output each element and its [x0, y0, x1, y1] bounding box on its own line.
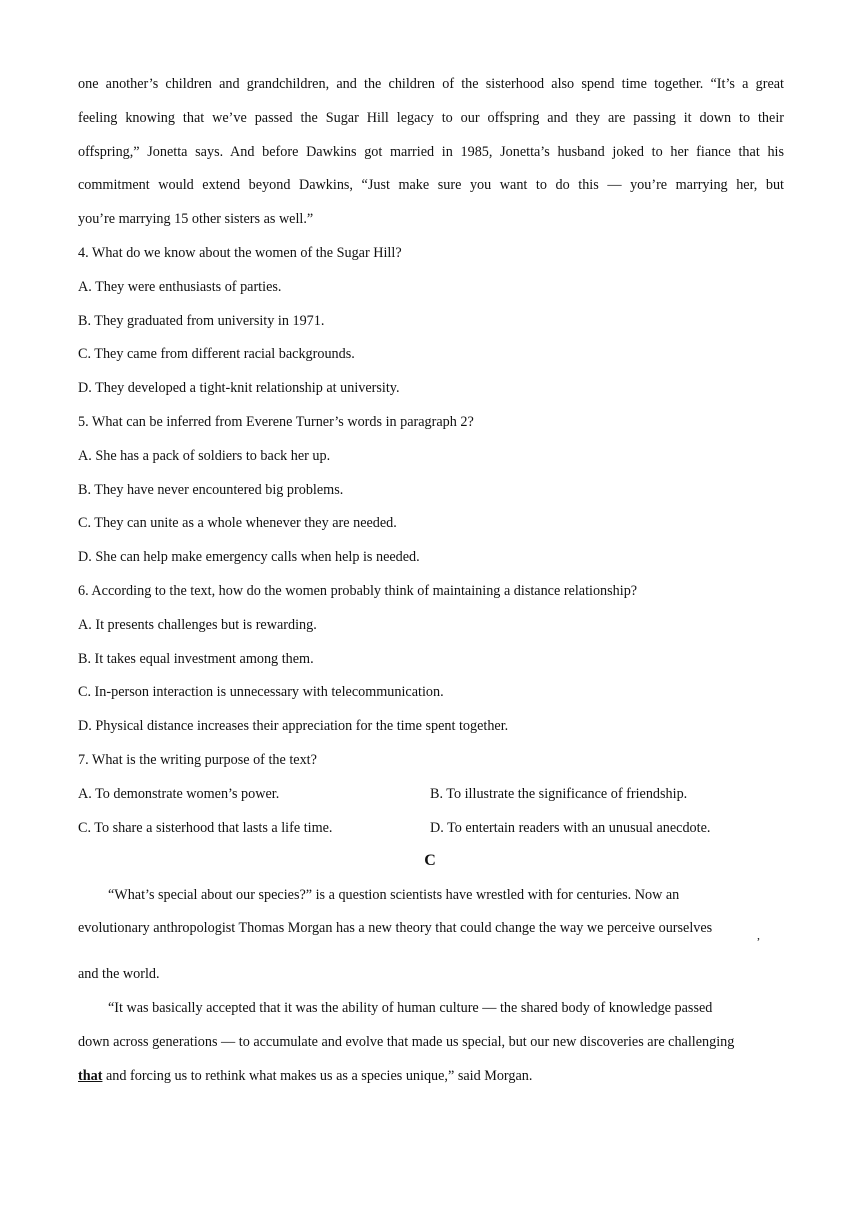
question-6-option-d: D. Physical distance increases their appreciation for the time spent together. — [78, 718, 509, 734]
question-7-option-d: D. To entertain readers with an unusual anecdote. — [430, 820, 711, 836]
stray-punctuation: , — [757, 928, 760, 942]
question-4-stem: 4. What do we know about the women of the Sugar Hill? — [78, 245, 402, 261]
question-5-option-a: A. She has a pack of soldiers to back her up. — [78, 448, 331, 464]
question-7-option-a: A. To demonstrate women’s power. — [78, 786, 280, 802]
question-5-option-d: D. She can help make emergency calls when help is needed. — [78, 549, 420, 565]
question-7-option-b: B. To illustrate the significance of friendship. — [430, 786, 688, 802]
section-c-text-line-with-keyword — [78, 1067, 532, 1085]
section-c-text-line: “What’s special about our species?” is a question scientists have wrestled with for centuries. Now an — [108, 887, 680, 903]
section-c-text-rest: and forcing us to rethink what makes us as a species unique,” said Morgan. — [102, 1068, 533, 1084]
passage-text-line: offspring,” Jonetta says. And before Dawkins got married in 1985, Jonetta’s husband joked to her fiance that his — [78, 144, 784, 160]
question-5-stem: 5. What can be inferred from Everene Turner’s words in paragraph 2? — [78, 414, 474, 430]
section-c-text-line: down across generations — to accumulate and evolve that made us special, but our new discoveries are challenging — [78, 1034, 735, 1050]
question-6-stem: 6. According to the text, how do the women probably think of maintaining a distance relationship? — [78, 583, 638, 599]
question-6-option-a: A. It presents challenges but is rewarding. — [78, 617, 317, 633]
section-c-text-line: and the world. — [78, 966, 160, 982]
question-6-option-c: C. In-person interaction is unnecessary with telecommunication. — [78, 684, 444, 700]
section-c-text-line: evolutionary anthropologist Thomas Morgan has a new theory that could change the way we perceive ourselves — [78, 920, 713, 936]
question-4-option-b: B. They graduated from university in 1971. — [78, 313, 325, 329]
question-5-option-b: B. They have never encountered big problems. — [78, 482, 344, 498]
question-4-option-a: A. They were enthusiasts of parties. — [78, 279, 282, 295]
passage-text-line: feeling knowing that we’ve passed the Sugar Hill legacy to our offspring and they are passing it down to their — [78, 110, 784, 126]
question-6-option-b: B. It takes equal investment among them. — [78, 651, 314, 667]
passage-text-line: you’re marrying 15 other sisters as well.” — [78, 211, 314, 227]
section-heading: C — [424, 852, 436, 869]
passage-text-line: commitment would extend beyond Dawkins, “Just make sure you want to do this — you’re marrying her, but — [78, 177, 784, 193]
section-c-text-line: “It was basically accepted that it was the ability of human culture — the shared body of knowledge passed — [108, 1000, 713, 1016]
question-7-option-c: C. To share a sisterhood that lasts a life time. — [78, 820, 333, 836]
question-5-option-c: C. They can unite as a whole whenever they are needed. — [78, 515, 397, 531]
question-4-option-c: C. They came from different racial backgrounds. — [78, 346, 355, 362]
question-7-stem: 7. What is the writing purpose of the text? — [78, 752, 317, 768]
question-4-option-d: D. They developed a tight-knit relationship at university. — [78, 380, 400, 396]
underlined-keyword: that — [78, 1068, 103, 1084]
passage-text-line: one another’s children and grandchildren, and the children of the sisterhood also spend time together. “It’s a great — [78, 76, 784, 92]
